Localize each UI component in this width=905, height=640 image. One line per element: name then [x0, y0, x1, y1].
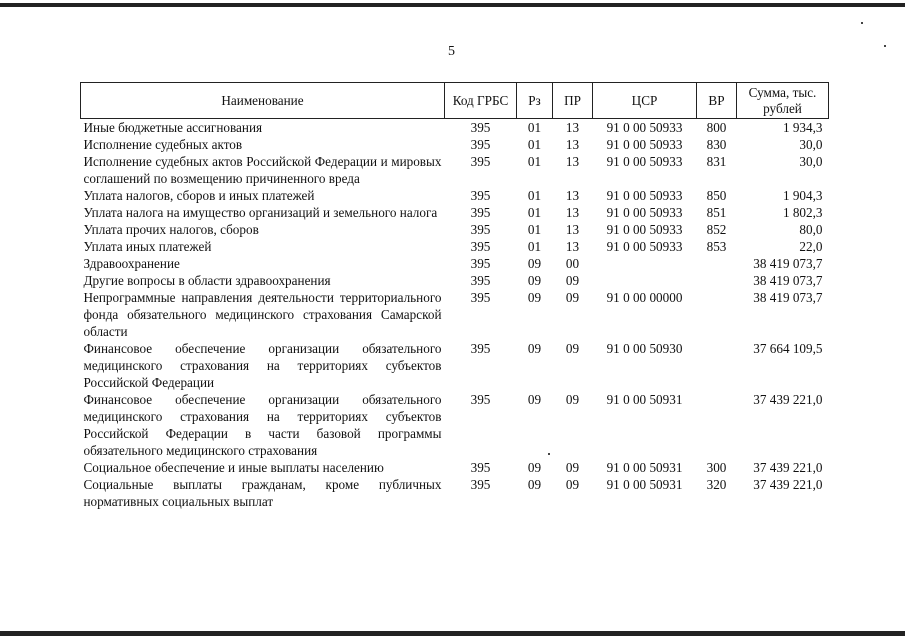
cell-grbs: 395: [470, 256, 491, 271]
cell-pr: 13: [565, 239, 580, 254]
cell-vr: 853: [706, 239, 727, 254]
cell-rz: 09: [527, 256, 542, 271]
cell-rz: 09: [527, 477, 542, 492]
cell-vr: [697, 255, 737, 272]
cell-rz: 01: [527, 222, 542, 237]
cell-csr: [593, 255, 697, 272]
cell-sum: 37 439 221,0: [753, 477, 823, 492]
table-row: [81, 204, 829, 221]
cell-vr: 852: [706, 222, 727, 237]
cell-vr: 831: [706, 154, 727, 169]
cell-pr: 13: [565, 154, 580, 169]
cell-csr: 91 0 00 50933: [606, 222, 683, 237]
cell-name: Финансовое обеспечение организации обязательного медицинского страхования на территориях субъектов Российской Федерации: [83, 341, 442, 390]
cell-sum: 30,0: [799, 137, 823, 152]
cell-vr: [697, 272, 737, 289]
cell-sum: 1 934,3: [782, 120, 823, 135]
cell-pr: 13: [565, 205, 580, 220]
cell-name: Исполнение судебных актов: [83, 137, 243, 152]
cell-name: Иные бюджетные ассигнования: [83, 120, 263, 135]
cell-sum: 30,0: [799, 154, 823, 169]
cell-grbs: 395: [470, 188, 491, 203]
table-row: [81, 340, 829, 391]
cell-pr: 09: [565, 460, 580, 475]
cell-rz: 09: [527, 273, 542, 288]
cell-grbs: 395: [470, 273, 491, 288]
table-row: [81, 459, 829, 476]
cell-name: Уплата прочих налогов, сборов: [83, 222, 259, 237]
cell-grbs: 395: [470, 222, 491, 237]
col-header-vr: ВР: [697, 83, 737, 119]
cell-vr: [697, 340, 737, 391]
col-header-name: Наименование: [81, 83, 445, 119]
cell-rz: 09: [527, 290, 542, 305]
cell-vr: 850: [706, 188, 727, 203]
cell-grbs: 395: [470, 392, 491, 407]
cell-csr: 91 0 00 50933: [606, 154, 683, 169]
cell-grbs: 395: [470, 154, 491, 169]
cell-vr: 851: [706, 205, 727, 220]
cell-pr: 13: [565, 188, 580, 203]
cell-grbs: 395: [470, 137, 491, 152]
cell-sum: 1 802,3: [782, 205, 823, 220]
cell-vr: 320: [706, 477, 727, 492]
cell-name: Здравоохранение: [83, 256, 180, 271]
scan-speck: [884, 45, 886, 47]
cell-sum: 1 904,3: [782, 188, 823, 203]
col-header-sum: Сумма, тыс. рублей: [737, 83, 829, 119]
cell-csr: 91 0 00 50933: [606, 137, 683, 152]
cell-rz: 01: [527, 239, 542, 254]
table-row: [81, 391, 829, 459]
cell-sum: 38 419 073,7: [753, 273, 823, 288]
cell-sum: 38 419 073,7: [753, 256, 823, 271]
cell-name: Уплата иных платежей: [83, 239, 212, 254]
bottom-scan-border: [0, 631, 905, 636]
col-header-grbs: Код ГРБС: [445, 83, 517, 119]
table-row: [81, 272, 829, 289]
cell-name: Уплата налога на имущество организаций и земельного налога: [83, 205, 438, 220]
table-row: [81, 119, 829, 137]
cell-sum: 37 439 221,0: [753, 392, 823, 407]
cell-grbs: 395: [470, 205, 491, 220]
top-scan-border: [0, 3, 905, 7]
table-row: [81, 136, 829, 153]
cell-rz: 01: [527, 205, 542, 220]
cell-name: Социальное обеспечение и иные выплаты населению: [83, 460, 384, 475]
col-header-pr: ПР: [553, 83, 593, 119]
cell-sum: 38 419 073,7: [753, 290, 823, 305]
cell-name: Финансовое обеспечение организации обязательного медицинского страхования на территориях субъектов Российской Федерации в части базовой программы обязательного медицинского страхования: [83, 392, 442, 458]
cell-vr: 800: [706, 120, 727, 135]
table-row: [81, 255, 829, 272]
cell-csr: [593, 272, 697, 289]
cell-csr: 91 0 00 50933: [606, 188, 683, 203]
cell-sum: 22,0: [799, 239, 823, 254]
cell-pr: 09: [565, 392, 580, 407]
cell-grbs: 395: [470, 460, 491, 475]
budget-table: [80, 82, 829, 510]
table-row: [81, 238, 829, 255]
cell-grbs: 395: [470, 477, 491, 492]
cell-pr: 09: [565, 477, 580, 492]
cell-vr: [697, 391, 737, 459]
cell-csr: 91 0 00 50933: [606, 120, 683, 135]
cell-rz: 01: [527, 137, 542, 152]
table-row: [81, 289, 829, 340]
cell-rz: 09: [527, 392, 542, 407]
cell-grbs: 395: [470, 120, 491, 135]
cell-pr: 09: [565, 341, 580, 356]
cell-rz: 01: [527, 120, 542, 135]
cell-csr: 91 0 00 50931: [606, 392, 683, 407]
scan-speck: [861, 22, 863, 24]
cell-pr: 09: [565, 273, 580, 288]
cell-grbs: 395: [470, 239, 491, 254]
table-header-row: [81, 83, 829, 119]
cell-csr: 91 0 00 50930: [606, 341, 683, 356]
cell-name: Социальные выплаты гражданам, кроме публичных нормативных социальных выплат: [83, 477, 442, 509]
cell-csr: 91 0 00 50933: [606, 205, 683, 220]
page-number: 5: [448, 44, 455, 59]
cell-name: Непрограммные направления деятельности территориального фонда обязательного медицинского страхования Самарской области: [83, 290, 442, 339]
cell-grbs: 395: [470, 290, 491, 305]
cell-pr: 13: [565, 137, 580, 152]
cell-rz: 01: [527, 188, 542, 203]
cell-csr: 91 0 00 50931: [606, 477, 683, 492]
col-header-csr: ЦСР: [593, 83, 697, 119]
cell-sum: 37 439 221,0: [753, 460, 823, 475]
col-header-rz: Рз: [517, 83, 553, 119]
cell-csr: 91 0 00 50933: [606, 239, 683, 254]
cell-rz: 09: [527, 460, 542, 475]
cell-sum: 37 664 109,5: [753, 341, 823, 356]
cell-sum: 80,0: [799, 222, 823, 237]
cell-grbs: 395: [470, 341, 491, 356]
cell-name: Другие вопросы в области здравоохранения: [83, 273, 331, 288]
table-row: [81, 187, 829, 204]
cell-rz: 09: [527, 341, 542, 356]
cell-vr: 300: [706, 460, 727, 475]
cell-csr: 91 0 00 00000: [606, 290, 683, 305]
table-row: [81, 153, 829, 187]
cell-vr: [697, 289, 737, 340]
cell-vr: 830: [706, 137, 727, 152]
cell-pr: 00: [565, 256, 580, 271]
cell-name: Уплата налогов, сборов и иных платежей: [83, 188, 315, 203]
cell-pr: 13: [565, 222, 580, 237]
table-row: [81, 221, 829, 238]
cell-pr: 09: [565, 290, 580, 305]
cell-csr: 91 0 00 50931: [606, 460, 683, 475]
cell-pr: 13: [565, 120, 580, 135]
cell-rz: 01: [527, 154, 542, 169]
table-row: [81, 476, 829, 510]
cell-name: Исполнение судебных актов Российской Федерации и мировых соглашений по возмещению причиненного вреда: [83, 154, 442, 186]
table-body: [81, 119, 829, 511]
